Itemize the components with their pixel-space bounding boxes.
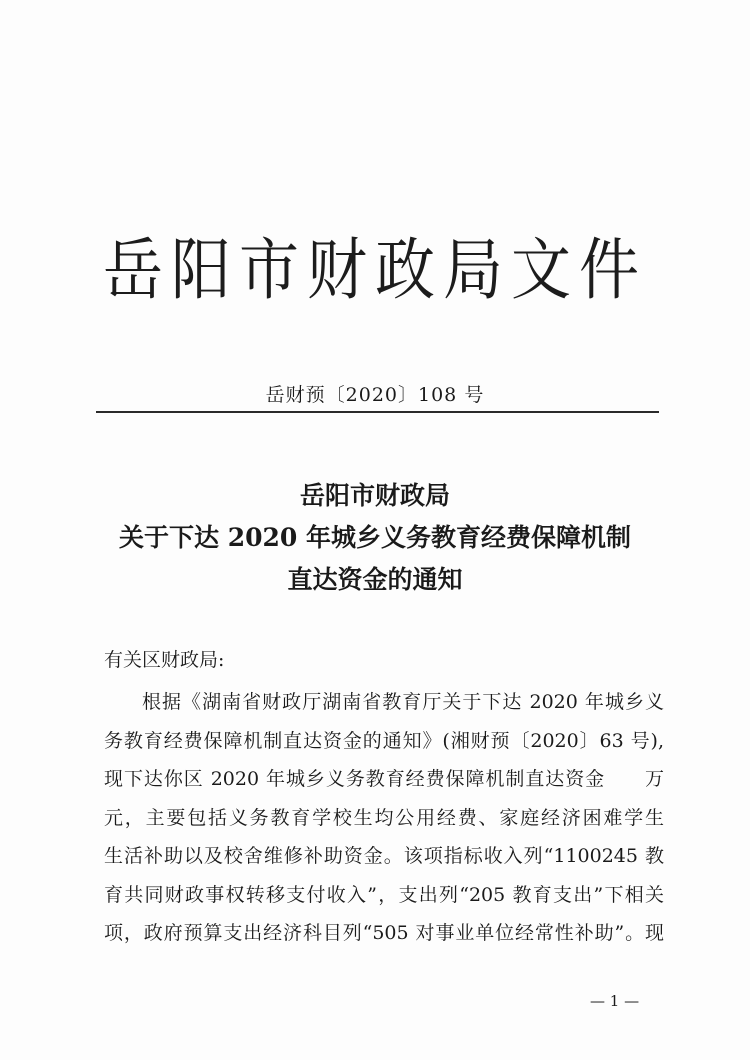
- body-line: 现下达你区 2020 年城乡义务教育经费保障机制直达资金 万: [104, 768, 664, 790]
- body-line: 项，政府预算支出经济科目列“505 对事业单位经常性补助”。现: [104, 922, 664, 944]
- body-line: 生活补助以及校舍维修补助资金。该项指标收入列“1100245 教: [104, 845, 664, 867]
- document-header-title: 岳阳市财政局文件: [103, 231, 647, 310]
- document-number: 岳财预〔2020〕108 号: [265, 384, 485, 406]
- body-line: 育共同财政事权转移支付收入”，支出列“205 教育支出”下相关: [104, 883, 664, 906]
- notice-title-line-2: 关于下达 2020 年城乡义务教育经费保障机制: [119, 523, 631, 552]
- notice-title-line-1: 岳阳市财政局: [299, 481, 450, 510]
- addressee: 有关区财政局:: [104, 649, 225, 671]
- body-paragraph: [104, 683, 664, 953]
- page-number: — 1 —: [590, 992, 640, 1010]
- body-line: 务教育经费保障机制直达资金的通知》(湘财预〔2020〕63 号),: [104, 729, 664, 752]
- notice-title-line-3: 直达资金的通知: [287, 565, 463, 594]
- body-line: 根据《湖南省财政厅湖南省教育厅关于下达 2020 年城乡义: [142, 691, 664, 713]
- body-line: 元，主要包括义务教育学校生均公用经费、家庭经济困难学生: [104, 806, 664, 829]
- notice-title: [0, 475, 750, 601]
- header-divider-line: [96, 411, 659, 413]
